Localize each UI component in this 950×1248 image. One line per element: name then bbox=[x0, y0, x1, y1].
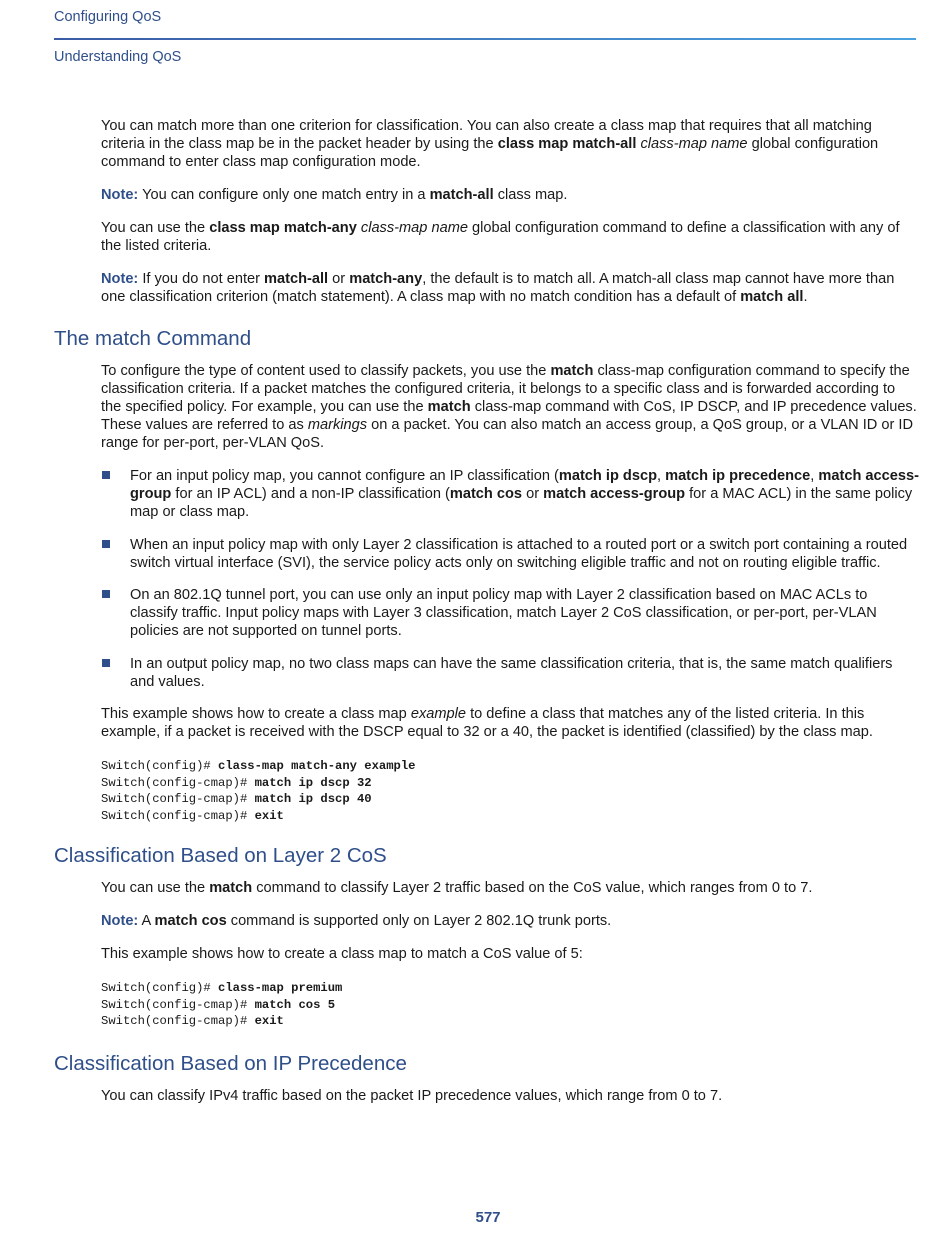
square-bullet-icon bbox=[102, 471, 110, 479]
section-heading-ip-precedence: Classification Based on IP Precedence bbox=[54, 1051, 407, 1075]
intro-paragraph-1: You can match more than one criterion for classification. You can also create a class map that requires that all matching criteria in the class map be in the packet header by using the class map match-all class-map name global configuration command to enter class map configuration mode. bbox=[101, 118, 879, 170]
list-item: On an 802.1Q tunnel port, you can use only an input policy map with Layer 2 classification based on MAC ACLs to classify traffic. Input policy maps with Layer 3 classification, match Layer 2 CoS classification, or per-port, per-VLAN policies are not supported on tunnel ports. bbox=[101, 586, 919, 640]
list-item: For an input policy map, you cannot configure an IP classification (match ip dscp, match ip precedence, match access-group for an IP ACL) and a non-IP classification (match cos or match access-group for a MAC ACL) in the same policy map or class map. bbox=[101, 467, 919, 521]
page-body bbox=[54, 117, 919, 1120]
page-number: 577 bbox=[475, 1209, 501, 1226]
note-match-all: Note: You can configure only one match entry in a match-all class map. bbox=[101, 187, 568, 203]
square-bullet-icon bbox=[102, 659, 110, 667]
match-paragraph-1: To configure the type of content used to classify packets, you use the match class-map configuration command to specify the classification criteria. If a packet matches the configured criteria, it belongs to a specific class and is forwarded according to the specified policy. For example, you can use the match class-map command with CoS, IP DSCP, and IP precedence values. These values are referred to as markings on a packet. You can also match an access group, a QoS group, or a VLAN ID or ID range for per-port, per-VLAN QoS. bbox=[101, 363, 917, 451]
match-example-intro: This example shows how to create a class map example to define a class that matches any of the listed criteria. In this example, if a packet is received with the DSCP equal to 32 or a 40, the packet is identified (classified) by the class map. bbox=[101, 706, 873, 740]
running-header-section: Understanding QoS bbox=[54, 49, 182, 65]
square-bullet-icon bbox=[102, 590, 110, 598]
intro-paragraph-2: You can use the class map match-any class-map name global configuration command to define a classification with any of the listed criteria. bbox=[101, 220, 900, 254]
list-item: In an output policy map, no two class maps can have the same classification criteria, that is, the same match qualifiers and values. bbox=[101, 655, 919, 691]
square-bullet-icon bbox=[102, 540, 110, 548]
precedence-paragraph-1: You can classify IPv4 traffic based on the packet IP precedence values, which range from 0 to 7. bbox=[101, 1087, 723, 1104]
note-default-match: Note: If you do not enter match-all or match-any, the default is to match all. A match-all class map cannot have more than one classification criterion (match statement). A class map with no match condition has a default of match all. bbox=[101, 271, 895, 305]
list-item: When an input policy map with only Layer 2 classification is attached to a routed port or a switch port containing a routed switch virtual interface (SVI), the service policy acts only on switching eligible traffic and not on routing eligible traffic. bbox=[101, 536, 919, 572]
cos-paragraph-1: You can use the match command to classify Layer 2 traffic based on the CoS value, which ranges from 0 to 7. bbox=[101, 880, 813, 896]
match-restrictions-list bbox=[101, 467, 919, 691]
code-block-match-any: Switch(config)# class-map match-any example Switch(config-cmap)# match ip dscp 32 Switch(config-cmap)# match ip dscp 40 Switch(config-cmap)# exit bbox=[101, 759, 416, 823]
section-heading-layer2-cos: Classification Based on Layer 2 CoS bbox=[54, 844, 387, 867]
running-header-chapter: Configuring QoS bbox=[54, 9, 162, 25]
header-rule bbox=[54, 38, 916, 40]
code-block-premium: Switch(config)# class-map premium Switch(config-cmap)# match cos 5 Switch(config-cmap)# exit bbox=[101, 981, 343, 1028]
note-match-cos: Note: A match cos command is supported only on Layer 2 802.1Q trunk ports. bbox=[101, 913, 612, 929]
section-heading-match-command: The match Command bbox=[54, 327, 252, 350]
cos-example-intro: This example shows how to create a class map to match a CoS value of 5: bbox=[101, 946, 583, 962]
